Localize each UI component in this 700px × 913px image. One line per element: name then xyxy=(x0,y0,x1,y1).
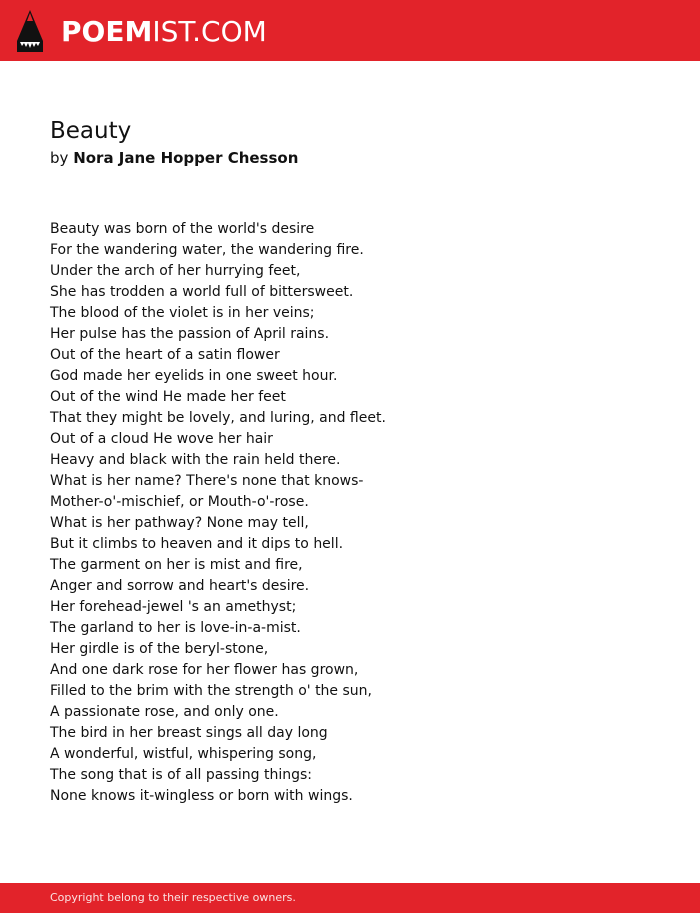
logo-bold-text: POEM xyxy=(61,14,153,48)
poem-line: Mother-o'-mischief, or Mouth-o'-rose. xyxy=(50,494,309,510)
poem-line: She has trodden a world full of bittersweet. xyxy=(50,284,354,300)
byline-prefix: by xyxy=(50,149,69,167)
poem-line: What is her pathway? None may tell, xyxy=(50,515,309,531)
author-name: Nora Jane Hopper Chesson xyxy=(73,149,299,167)
poem-line: And one dark rose for her flower has grown, xyxy=(50,662,359,678)
poem-line: A wonderful, wistful, whispering song, xyxy=(50,746,317,762)
poem-line: None knows it-wingless or born with wings. xyxy=(50,788,353,804)
site-footer xyxy=(0,883,700,913)
poem-line: That they might be lovely, and luring, and fleet. xyxy=(50,410,386,426)
poem-line: The song that is of all passing things: xyxy=(50,767,313,783)
poem-line: The bird in her breast sings all day long xyxy=(50,725,328,741)
poem-line: Out of the wind He made her feet xyxy=(50,389,286,405)
pencil-icon xyxy=(17,10,43,52)
poem-body xyxy=(50,219,670,807)
poem-line: God made her eyelids in one sweet hour. xyxy=(50,368,338,384)
poem-line: Filled to the brim with the strength o' the sun, xyxy=(50,683,372,699)
poem-line: The garment on her is mist and fire, xyxy=(50,557,303,573)
poem-line: Anger and sorrow and heart's desire. xyxy=(50,578,310,594)
poem-line: The garland to her is love-in-a-mist. xyxy=(50,620,301,636)
site-header xyxy=(0,0,700,61)
poem-line: Out of the heart of a satin flower xyxy=(50,347,280,363)
copyright-notice: Copyright belong to their respective owners. xyxy=(50,891,296,904)
poem-line: Her girdle is of the beryl-stone, xyxy=(50,641,269,657)
poem-line: Out of a cloud He wove her hair xyxy=(50,431,273,447)
poem-line: Heavy and black with the rain held there. xyxy=(50,452,341,468)
poem-line: The blood of the violet is in her veins; xyxy=(50,305,315,321)
poem-line: For the wandering water, the wandering fire. xyxy=(50,242,364,258)
poem-title: Beauty xyxy=(50,118,132,144)
site-logo[interactable] xyxy=(17,10,267,52)
poem-line: A passionate rose, and only one. xyxy=(50,704,279,720)
poem-line: Under the arch of her hurrying feet, xyxy=(50,263,301,279)
poem-line: Her forehead-jewel 's an amethyst; xyxy=(50,599,297,615)
logo-light-text: IST.COM xyxy=(152,14,267,48)
poem-line: But it climbs to heaven and it dips to hell. xyxy=(50,536,344,552)
poem-line: Beauty was born of the world's desire xyxy=(50,221,315,237)
logo-wordmark xyxy=(61,14,267,48)
byline xyxy=(50,148,298,169)
poem-line: What is her name? There's none that knows- xyxy=(50,473,364,489)
poem-line: Her pulse has the passion of April rains. xyxy=(50,326,330,342)
